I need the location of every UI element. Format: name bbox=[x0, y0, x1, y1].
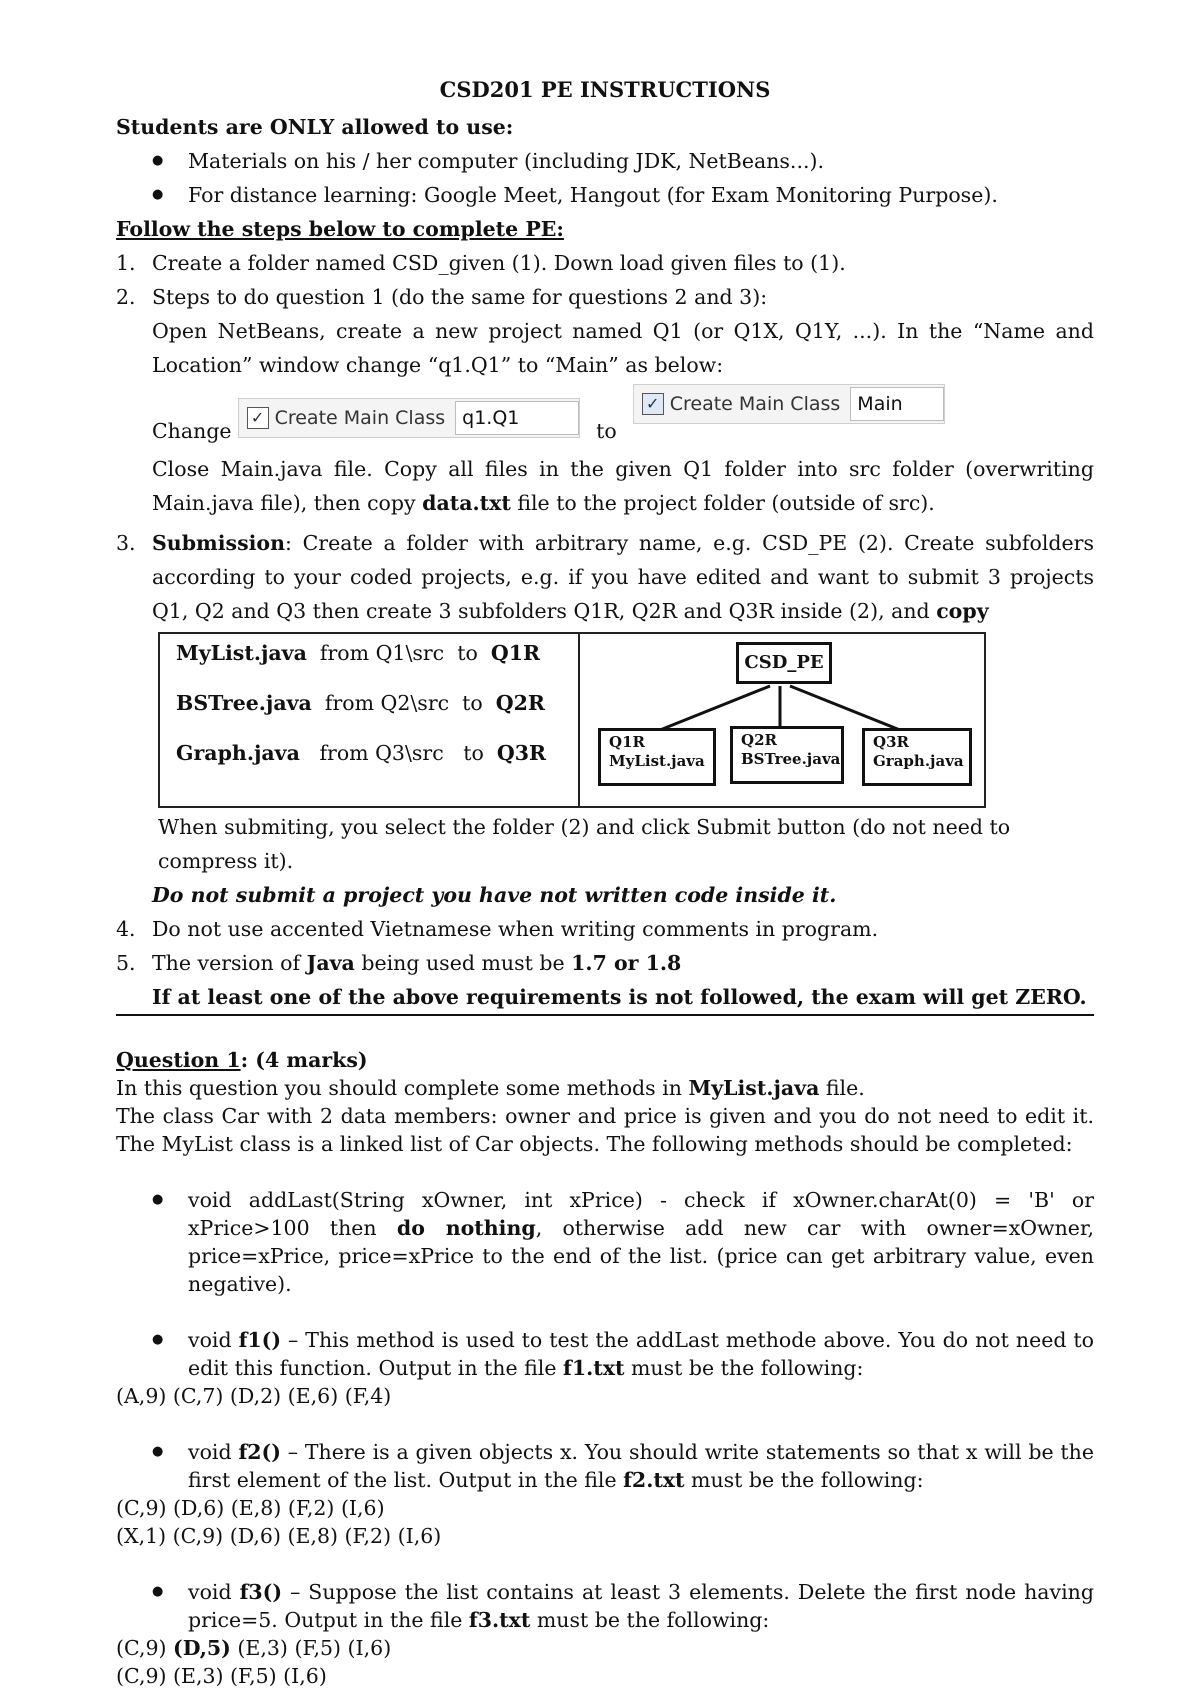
close-instruction bbox=[152, 452, 1094, 520]
method-text: – This method is used to test the addLast methode above. You do not need to edit this function. Output in the file bbox=[188, 1328, 1095, 1380]
step-5 bbox=[116, 946, 1094, 980]
step-1 bbox=[116, 246, 1094, 280]
step-text: Do not use accented Vietnamese when writing comments in program. bbox=[152, 917, 879, 941]
method-addlast bbox=[116, 1186, 1094, 1298]
output-file: f3.txt bbox=[468, 1608, 531, 1632]
method-text: void bbox=[188, 1328, 239, 1352]
submit-note: When submiting, you select the folder (2) and click Submit button (do not need to compress it). bbox=[158, 815, 1011, 873]
step-3 bbox=[116, 526, 1094, 628]
method-list bbox=[116, 1438, 1094, 1494]
step-text: Open NetBeans, create a new project named Q1 (or Q1X, Q1Y, ...). In the “Name and Location” window change “q1.Q1” to “Main” as below: bbox=[152, 319, 1094, 377]
tree-file-name: BSTree.java bbox=[741, 750, 841, 768]
java-label: Java bbox=[306, 951, 355, 975]
zero-warning: If at least one of the above requirements is not followed, the exam will get ZERO. bbox=[116, 980, 1094, 1016]
steps-heading: Follow the steps below to complete PE: bbox=[116, 217, 564, 241]
question-1-heading bbox=[116, 1046, 1094, 1074]
submission-label: Submission bbox=[152, 531, 285, 555]
output-file: f1.txt bbox=[563, 1356, 625, 1380]
change-illustration bbox=[152, 388, 1094, 446]
change-label: Change bbox=[152, 419, 232, 443]
data-file-name: data.txt bbox=[422, 491, 511, 515]
question-intro bbox=[116, 1074, 1094, 1102]
source-path: from Q2\src bbox=[324, 691, 450, 715]
step-number: 5. bbox=[116, 951, 136, 975]
f2-output-before: (C,9) (D,6) (E,8) (F,2) (I,6) bbox=[116, 1496, 385, 1520]
copy-row bbox=[176, 686, 578, 736]
copy-row bbox=[176, 636, 578, 686]
to-label: to bbox=[596, 419, 617, 443]
close-text: file to the project folder (outside of src). bbox=[510, 491, 935, 515]
file-name: BSTree.java bbox=[176, 691, 312, 715]
tree-file-name: Graph.java bbox=[873, 752, 964, 770]
f2-output-after: (X,1) (C,9) (D,6) (E,8) (F,2) (I,6) bbox=[116, 1524, 442, 1548]
method-name: f1() bbox=[238, 1328, 282, 1352]
method-text: void addLast(String xOwner, int xPrice) - check if xOwner.charAt(0) = 'B' or xPrice>100 then bbox=[188, 1188, 1094, 1240]
method-text: must be the following: bbox=[684, 1468, 924, 1492]
tree-edge bbox=[660, 686, 770, 730]
copy-row bbox=[176, 736, 578, 786]
method-f2 bbox=[116, 1438, 1094, 1494]
copy-instructions bbox=[160, 634, 580, 806]
source-path: from Q3\src bbox=[319, 741, 444, 765]
question-description: The class Car with 2 data members: owner and price is given and you do not need to edit it. The MyList class is a linked list of Car objects. The following methods should be completed: bbox=[116, 1104, 1094, 1156]
submission-text: : Create a folder with arbitrary name, e.g. CSD_PE (2). Create subfolders according to your coded projects, e.g. if you have edited and want to submit 3 projects Q1, Q2 and Q3 then create 3 subfolders Q1R, Q2R and Q3R inside (2), and bbox=[152, 531, 1094, 623]
to-word: to bbox=[463, 741, 484, 765]
submit-warning: Do not submit a project you have not written code inside it. bbox=[152, 883, 837, 907]
intro-text: In this question you should complete some methods in bbox=[116, 1076, 689, 1100]
to-word: to bbox=[462, 691, 483, 715]
method-name: f3() bbox=[239, 1580, 283, 1604]
method-emphasis: do nothing bbox=[396, 1216, 536, 1240]
method-name: f2() bbox=[238, 1440, 281, 1464]
dest-folder: Q3R bbox=[496, 741, 547, 765]
question-marks: : (4 marks) bbox=[240, 1048, 368, 1072]
f1-output: (A,9) (C,7) (D,2) (E,6) (F,4) bbox=[116, 1384, 392, 1408]
step-number: 3. bbox=[116, 531, 136, 555]
f3-output-before bbox=[116, 1634, 1094, 1662]
checkbox-checked-icon: ✓ bbox=[247, 407, 269, 429]
allowed-item: ● Materials on his / her computer (including JDK, NetBeans...). bbox=[116, 144, 1094, 178]
tree-folder-name: Q1R bbox=[609, 733, 645, 751]
step-2 bbox=[116, 280, 1094, 520]
method-text: must be the following: bbox=[530, 1608, 770, 1632]
steps-list bbox=[116, 246, 1094, 628]
create-main-class-label: Create Main Class bbox=[274, 407, 446, 429]
tree-folder-name: Q3R bbox=[873, 733, 909, 751]
question-label: Question 1 bbox=[116, 1048, 241, 1072]
method-text: – Suppose the list contains at least 3 elements. Delete the first node having price=5. Output in the file bbox=[188, 1580, 1094, 1632]
copy-word: copy bbox=[936, 599, 989, 623]
step-text: being used must be bbox=[354, 951, 572, 975]
step-number: 2. bbox=[116, 285, 136, 309]
intro-file: MyList.java bbox=[688, 1076, 820, 1100]
file-name: Graph.java bbox=[176, 741, 300, 765]
output-file: f2.txt bbox=[623, 1468, 685, 1492]
step-4 bbox=[116, 912, 1094, 946]
method-list bbox=[116, 1326, 1094, 1382]
step-number: 1. bbox=[116, 251, 136, 275]
main-class-field: q1.Q1 bbox=[455, 401, 579, 435]
method-f1 bbox=[116, 1326, 1094, 1382]
output-text: (C,9) bbox=[116, 1636, 174, 1660]
allowed-list bbox=[116, 144, 1094, 212]
method-text: – There is a given objects x. You should write statements so that x will be the first element of the list. Output in the file bbox=[188, 1440, 1094, 1492]
dest-folder: Q2R bbox=[495, 691, 545, 715]
tree-child-node bbox=[598, 728, 716, 786]
step-number: 4. bbox=[116, 917, 136, 941]
netbeans-screenshot-after bbox=[633, 384, 946, 424]
page-title: CSD201 PE INSTRUCTIONS bbox=[439, 77, 771, 102]
deleted-node: (D,5) bbox=[173, 1636, 231, 1660]
dest-folder: Q1R bbox=[490, 641, 541, 665]
source-path: from Q1\src bbox=[319, 641, 445, 665]
method-text: void bbox=[188, 1440, 239, 1464]
tree-folder-name: Q2R bbox=[741, 731, 777, 749]
tree-child-node bbox=[862, 728, 972, 786]
copy-table bbox=[158, 632, 986, 808]
file-name: MyList.java bbox=[176, 641, 307, 665]
step-text: The version of bbox=[152, 951, 307, 975]
document-page bbox=[116, 70, 1094, 1690]
tree-root-node: CSD_PE bbox=[736, 642, 832, 684]
create-main-class-label: Create Main Class bbox=[669, 393, 841, 415]
tree-child-node bbox=[730, 726, 844, 784]
netbeans-screenshot-before bbox=[238, 398, 581, 438]
method-f3 bbox=[116, 1578, 1094, 1634]
close-text: Close Main.java file. Copy all files in the given Q1 folder into src folder (overwriting Main.java file), then copy bbox=[152, 457, 1094, 515]
question-1-section bbox=[116, 1046, 1094, 1690]
output-text: (E,3) (F,5) (I,6) bbox=[230, 1636, 392, 1660]
intro-text: file. bbox=[819, 1076, 865, 1100]
folder-tree-diagram bbox=[580, 634, 984, 806]
allowed-item: ● For distance learning: Google Meet, Hangout (for Exam Monitoring Purpose). bbox=[116, 178, 1094, 212]
steps-list-continued bbox=[116, 912, 1094, 980]
method-text: void bbox=[188, 1580, 240, 1604]
step-text: Create a folder named CSD_given (1). Down load given files to (1). bbox=[152, 251, 846, 275]
method-text: must be the following: bbox=[624, 1356, 864, 1380]
to-word: to bbox=[457, 641, 478, 665]
method-text: , otherwise add new car with owner=xOwner, price=xPrice, price=xPrice to the end of the list. (price can get arbitrary value, even negative). bbox=[188, 1216, 1095, 1296]
method-list bbox=[116, 1186, 1094, 1298]
tree-edge bbox=[790, 686, 900, 730]
tree-file-name: MyList.java bbox=[609, 752, 705, 770]
allowed-heading: Students are ONLY allowed to use: bbox=[116, 115, 514, 139]
main-class-field: Main bbox=[850, 387, 944, 421]
method-list bbox=[116, 1578, 1094, 1634]
f3-output-after: (C,9) (E,3) (F,5) (I,6) bbox=[116, 1664, 327, 1688]
step-text: Steps to do question 1 (do the same for questions 2 and 3): bbox=[152, 285, 768, 309]
java-version: 1.7 or 1.8 bbox=[571, 951, 682, 975]
checkbox-checked-icon: ✓ bbox=[642, 393, 664, 415]
